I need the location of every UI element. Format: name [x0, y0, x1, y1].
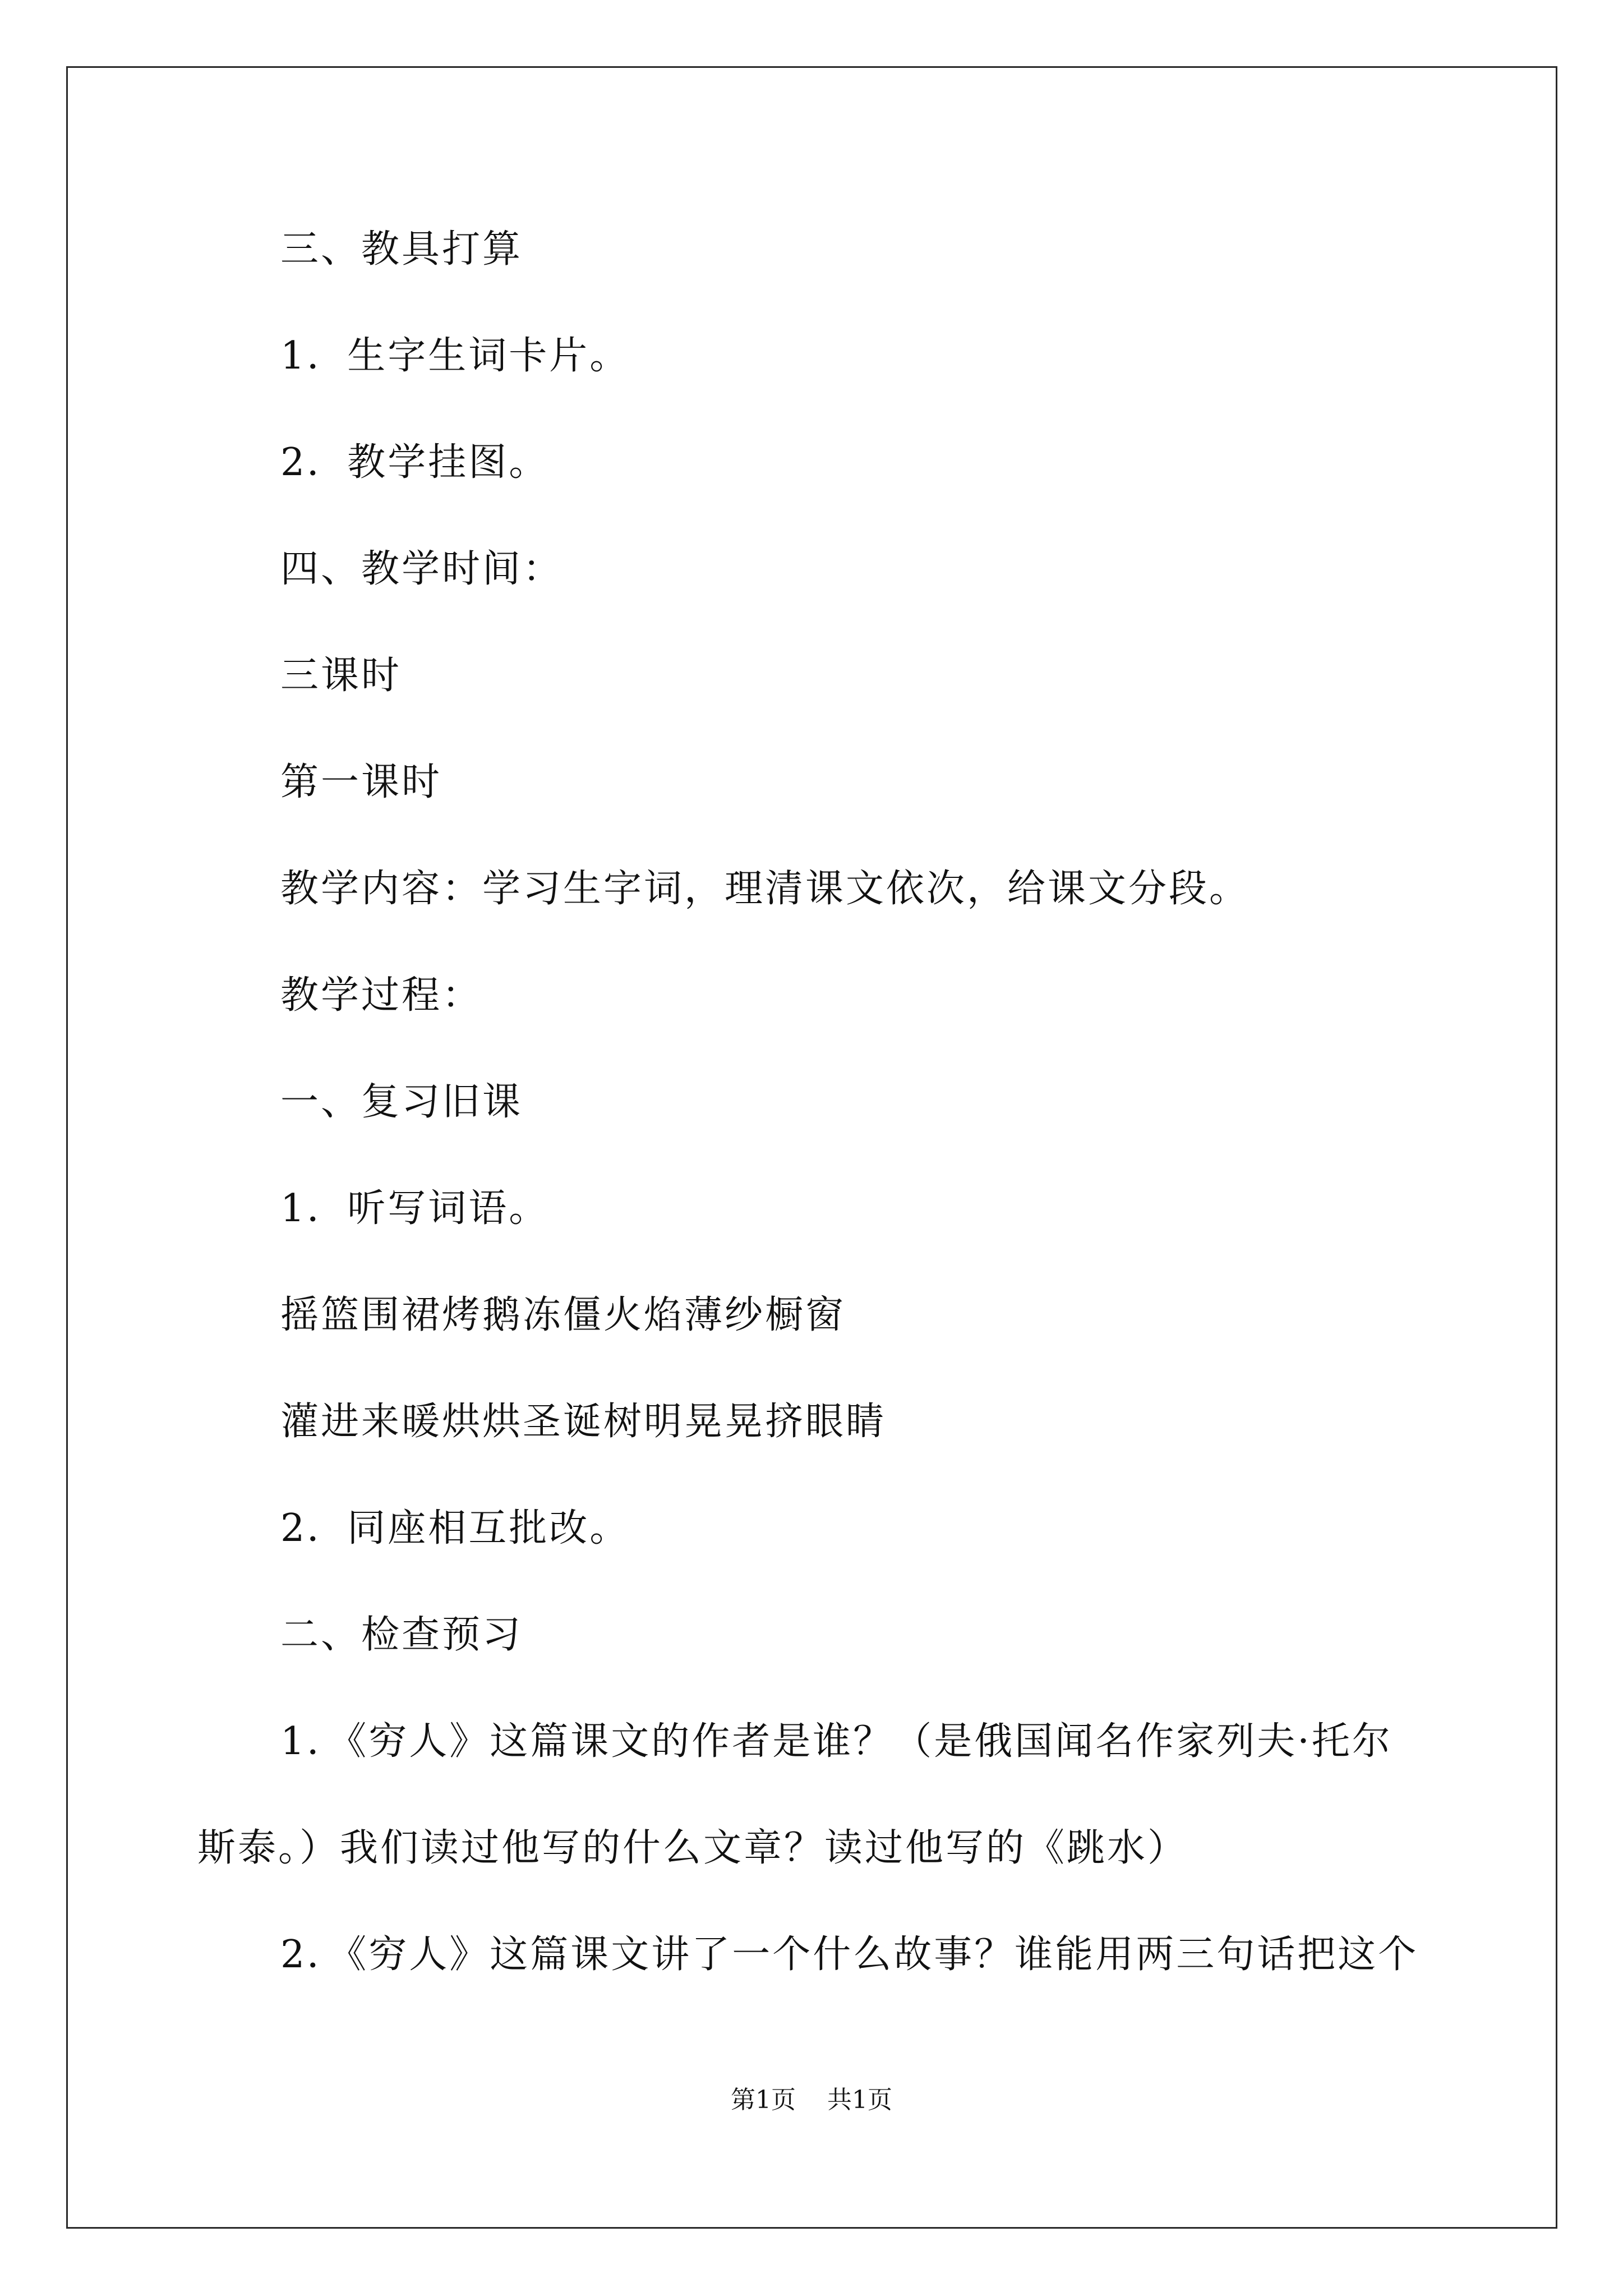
section-heading-preview: 二、检查预习 — [280, 1613, 523, 1657]
page-border — [66, 66, 1557, 2229]
vocabulary-line: 灌进来暖烘烘圣诞树明晃晃挤眼睛 — [280, 1400, 887, 1444]
paragraph-line: 2．同座相互批改。 — [280, 1506, 630, 1550]
vocabulary-line: 摇篮围裙烤鹅冻僵火焰薄纱橱窗 — [280, 1293, 846, 1337]
paragraph-line: 1．生字生词卡片。 — [280, 334, 630, 378]
section-heading-review: 一、复习旧课 — [280, 1080, 523, 1124]
paragraph-line: 斯泰。）我们读过他写的什么文章？读过他写的《跳水） — [197, 1826, 1188, 1870]
paragraph-line: 2．《穷人》这篇课文讲了一个什么故事？谁能用两三句话把这个 — [280, 1932, 1419, 1977]
paragraph-line: 三课时 — [280, 654, 402, 698]
lesson-heading: 第一课时 — [280, 760, 442, 804]
paragraph-line: 教学过程： — [280, 973, 483, 1018]
section-heading-teaching-aids: 三、教具打算 — [280, 227, 523, 272]
paragraph-line: 2．教学挂图。 — [280, 440, 550, 485]
paragraph-line: 教学内容：学习生字词，理清课文依次，给课文分段。 — [280, 867, 1250, 911]
page-number-footer: 第1页 共1页 — [731, 2086, 892, 2114]
paragraph-line: 1．《穷人》这篇课文的作者是谁？（是俄国闻名作家列夫·托尔 — [280, 1719, 1393, 1764]
paragraph-line: 1．听写词语。 — [280, 1186, 550, 1231]
section-heading-teaching-time: 四、教学时间： — [280, 547, 564, 591]
